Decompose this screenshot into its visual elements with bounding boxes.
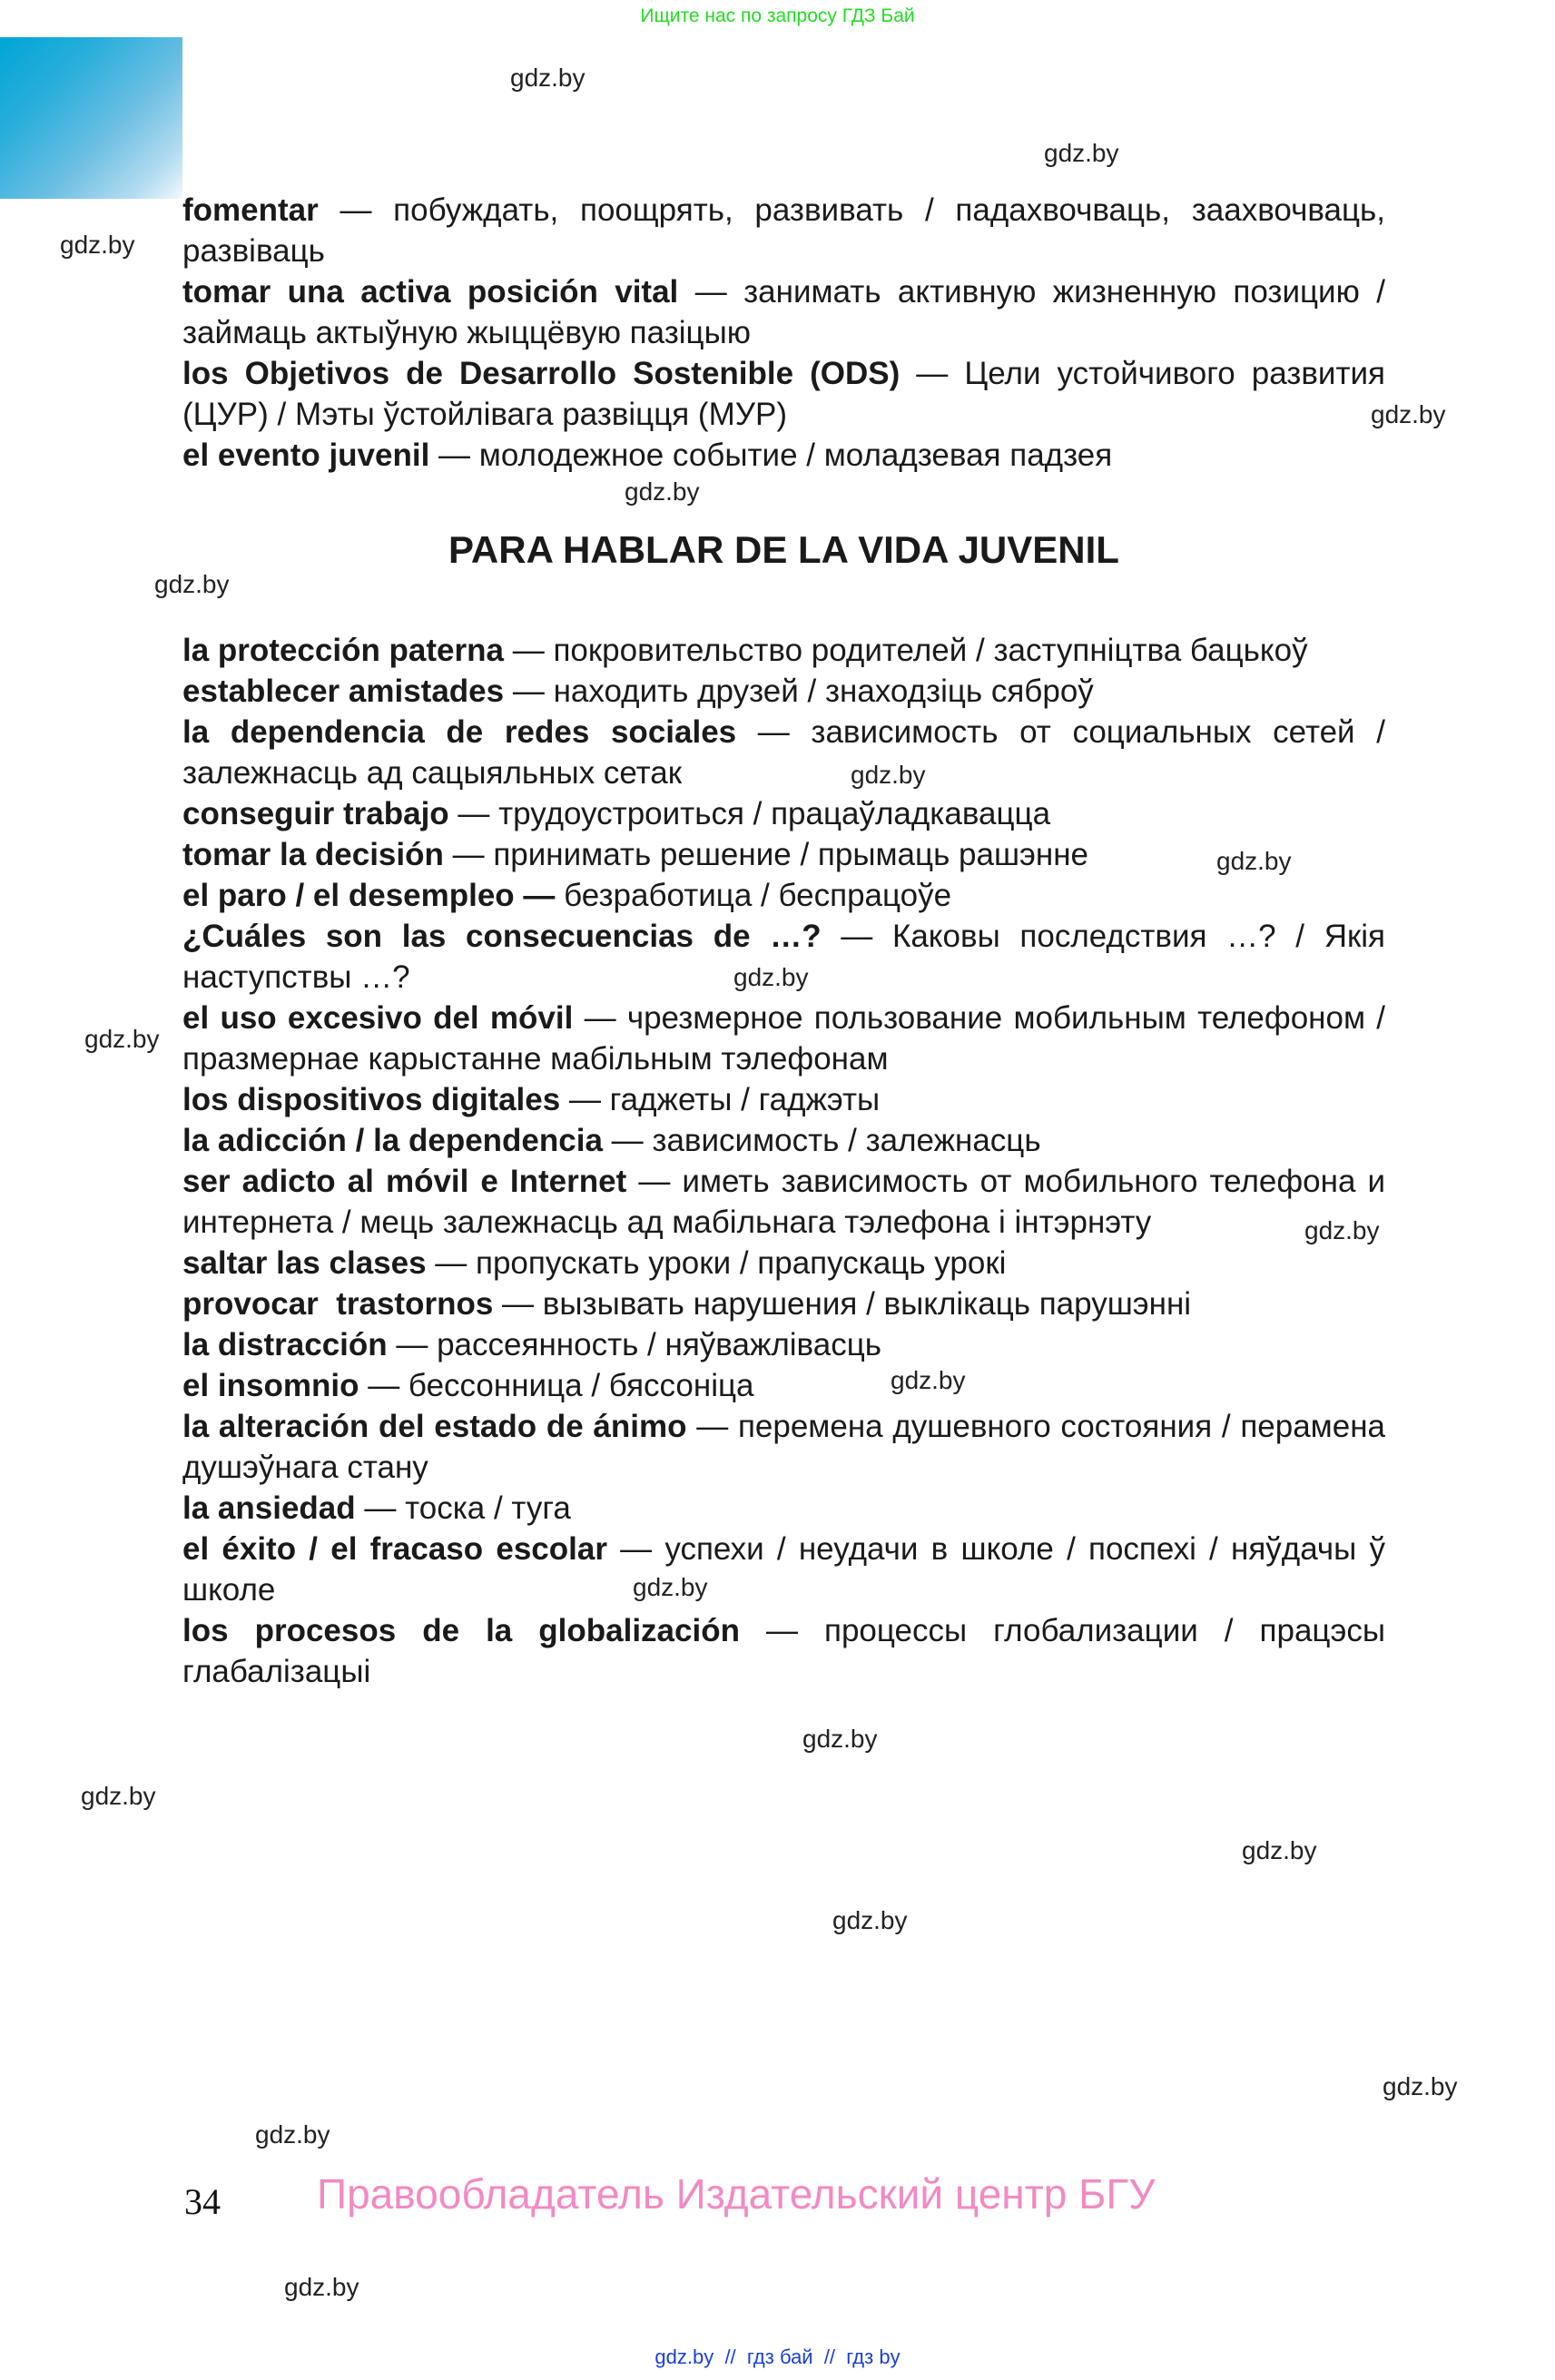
translation: бессонница / бяссоніца xyxy=(408,1368,754,1403)
dash: — xyxy=(821,919,892,954)
dash: — xyxy=(573,1000,627,1036)
translation: вызывать нарушения / выклікаць парушэнні xyxy=(542,1286,1192,1322)
watermark: gdz.by xyxy=(1383,2072,1458,2100)
dash: — xyxy=(686,1409,738,1444)
vocab-entry xyxy=(182,1488,1385,1529)
term: el éxito / el fracaso escolar xyxy=(182,1531,607,1567)
watermark: gdz.by xyxy=(625,477,700,506)
vocab-entry xyxy=(182,1610,1385,1692)
translation: безработица / беспрацоўе xyxy=(564,878,952,913)
term: tomar la decisión xyxy=(182,837,444,872)
translation: находить друзей / знаходзіць сяброў xyxy=(553,674,1094,709)
vocab-entry xyxy=(182,712,1385,793)
vocab-entry xyxy=(182,1406,1385,1488)
translation: принимать решение / прымаць рашэнне xyxy=(493,837,1089,872)
vocab-entry xyxy=(182,353,1385,435)
dash: — xyxy=(736,714,812,750)
vocab-entry xyxy=(182,1120,1385,1161)
translation: чрезмерное пользование мобильным телефоном / празмернае карыстанне мабільным тэлефонам xyxy=(182,1000,1385,1077)
page-number: 34 xyxy=(184,2181,221,2222)
translation: побуждать, поощрять, развивать / падахвочваць, заахвочваць, развіваць xyxy=(182,192,1386,269)
translation: пропускать уроки / прапускаць урокі xyxy=(476,1245,1007,1281)
translation: Цели устойчивого развития (ЦУР) / Мэты ўстойлівага развіцця (МУР) xyxy=(182,356,1385,432)
vocab-entry xyxy=(182,1529,1385,1610)
footer-links[interactable]: gdz.by // гдз бай // гдз by xyxy=(654,2346,901,2368)
vocab-list-top xyxy=(182,190,1385,476)
translation: Каковы последствия …? / Якія наступствы …? xyxy=(182,919,1386,995)
vocab-entry xyxy=(182,834,1385,875)
watermark: gdz.by xyxy=(84,1025,160,1053)
dash: — xyxy=(359,1368,408,1403)
term: el uso excesivo del móvil xyxy=(182,1000,574,1036)
term: conseguir trabajo xyxy=(182,796,449,831)
watermark: gdz.by xyxy=(81,1782,156,1810)
translation: занимать активную жизненную позицию / займаць актыўную жыццёвую пазіцыю xyxy=(182,274,1385,350)
dash: — xyxy=(493,1286,543,1322)
vocab-entry xyxy=(182,998,1385,1079)
term: el paro / el desempleo — xyxy=(182,878,556,913)
vocab-entry xyxy=(182,630,1385,671)
vocab-entry xyxy=(182,1365,1385,1406)
term: el insomnio xyxy=(182,1368,359,1403)
watermark: gdz.by xyxy=(154,570,230,598)
watermark: gdz.by xyxy=(510,64,586,92)
term: ser adicto al móvil e Internet xyxy=(182,1164,627,1199)
vocab-entry xyxy=(182,1079,1385,1120)
term: la adicción / la dependencia xyxy=(182,1123,603,1158)
translation: зависимость от социальных сетей / залежнасць ад сацыяльных сетак xyxy=(182,714,1385,791)
term: la dependencia de redes sociales xyxy=(182,714,737,750)
translation: тоска / туга xyxy=(405,1490,571,1526)
vocab-entry xyxy=(182,671,1385,712)
watermark: gdz.by xyxy=(1242,1836,1317,1864)
watermark: gdz.by xyxy=(891,1366,966,1394)
dash: — xyxy=(504,674,554,709)
translation: трудоустроиться / працаўладкавацца xyxy=(498,796,1051,831)
term: los dispositivos digitales xyxy=(182,1082,561,1117)
decorative-corner-block xyxy=(0,37,182,199)
term: los Objetivos de Desarrollo Sostenible (ODS) xyxy=(182,356,901,391)
term: establecer amistades xyxy=(182,674,505,709)
vocab-list-main xyxy=(182,630,1385,1692)
term: saltar las clases xyxy=(182,1245,427,1281)
watermark: gdz.by xyxy=(1371,400,1446,428)
dash: — xyxy=(678,274,744,310)
vocab-entry xyxy=(182,1243,1385,1283)
watermark: gdz.by xyxy=(802,1725,878,1753)
term: la ansiedad xyxy=(182,1490,356,1526)
term: la protección paterna xyxy=(182,633,504,668)
dash: — xyxy=(443,837,494,872)
translation: иметь зависимость от мобильного телефона и интернета / мець залежнасць ад мабільнага тэлефона і інтэрнэту xyxy=(182,1164,1386,1240)
watermark: gdz.by xyxy=(733,963,809,991)
dash: — xyxy=(387,1327,438,1362)
term: el evento juvenil xyxy=(182,438,430,473)
term: fomentar xyxy=(182,192,319,228)
section-heading: PARA HABLAR DE LA VIDA JUVENIL xyxy=(448,528,1119,571)
dash: — xyxy=(626,1164,683,1199)
vocab-entry xyxy=(182,190,1385,271)
dash: — xyxy=(448,796,499,831)
translation: молодежное событие / моладзевая падзея xyxy=(478,438,1113,473)
dash: — xyxy=(355,1490,406,1526)
dash: — xyxy=(429,438,479,473)
watermark: gdz.by xyxy=(633,1573,708,1601)
term: provocar trastornos xyxy=(182,1286,494,1322)
vocab-entry xyxy=(182,916,1385,998)
watermark: gdz.by xyxy=(1304,1216,1380,1244)
search-banner: Ищите нас по запросу ГДЗ Бай xyxy=(640,5,915,26)
watermark: gdz.by xyxy=(1044,139,1119,167)
dash: — xyxy=(606,1531,665,1567)
vocab-entry xyxy=(182,271,1385,353)
watermark: gdz.by xyxy=(60,231,135,259)
dash: — xyxy=(602,1123,653,1158)
vocab-entry xyxy=(182,875,1385,916)
watermark: gdz.by xyxy=(1216,847,1292,875)
watermark: gdz.by xyxy=(851,761,926,789)
translation: покровительство родителей / заступніцтва бацькоў xyxy=(553,633,1308,668)
vocab-entry xyxy=(182,435,1385,476)
term: ¿Cuáles son las consecuencias de …? xyxy=(182,919,822,954)
dash: — xyxy=(503,633,554,668)
dash: — xyxy=(739,1613,824,1648)
term: los procesos de la globalización xyxy=(182,1613,740,1648)
rights-holder: Правообладатель Издательский центр БГУ xyxy=(317,2170,1156,2218)
dash: — xyxy=(900,356,965,391)
term: la alteración del estado de ánimo xyxy=(182,1409,687,1444)
translation: перемена душевного состояния / перамена душэўнага стану xyxy=(182,1409,1385,1485)
vocab-entry xyxy=(182,1283,1385,1324)
dash: — xyxy=(318,192,394,228)
translation: гаджеты / гаджэты xyxy=(609,1082,881,1117)
watermark: gdz.by xyxy=(284,2273,359,2301)
translation: рассеянность / няўважлівасць xyxy=(437,1327,882,1362)
term: la distracción xyxy=(182,1327,388,1362)
dash: — xyxy=(426,1245,477,1281)
translation: зависимость / залежнасць xyxy=(652,1123,1041,1158)
dash xyxy=(555,878,564,913)
vocab-entry xyxy=(182,793,1385,834)
vocab-entry xyxy=(182,1324,1385,1365)
vocab-entry xyxy=(182,1161,1385,1243)
translation: успехи / неудачи в школе / поспехі / няўдачы ў школе xyxy=(182,1531,1385,1608)
dash: — xyxy=(560,1082,610,1117)
translation: процессы глобализации / працэсы глабалізацыі xyxy=(182,1613,1385,1689)
watermark: gdz.by xyxy=(832,1906,908,1934)
watermark: gdz.by xyxy=(255,2120,330,2149)
term: tomar una activa posición vital xyxy=(182,274,679,310)
